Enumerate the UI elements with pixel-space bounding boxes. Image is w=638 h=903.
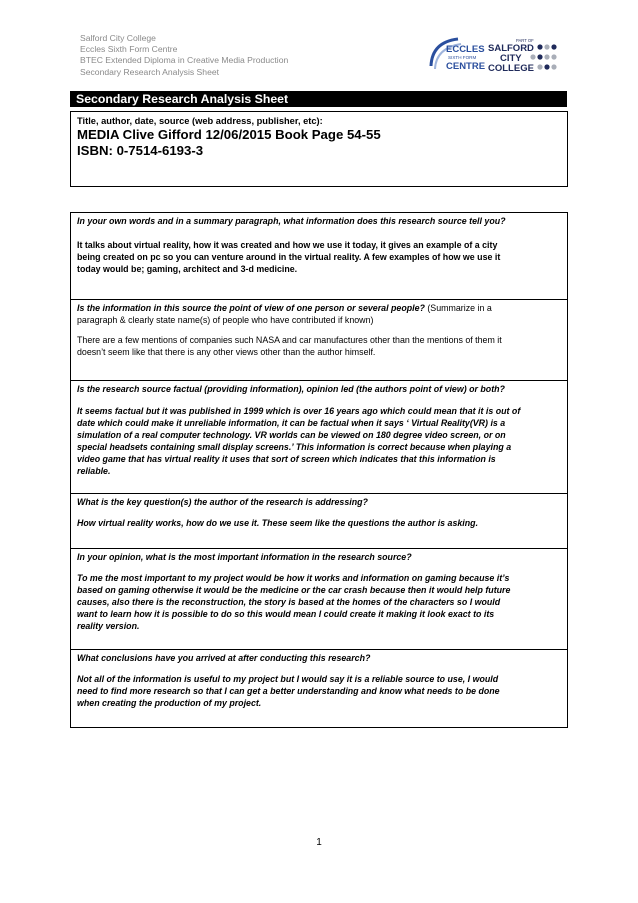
source-details-box: [70, 111, 568, 187]
salford-logo-college: COLLEGE: [488, 63, 534, 74]
section-question: Is the information in this source the point of view of one person or several people?: [77, 303, 425, 313]
salford-part-of: PART OF: [516, 38, 534, 43]
document-header: [80, 33, 340, 78]
source-isbn-line: ISBN: 0-7514-6193-3: [77, 143, 204, 159]
salford-logo-city: CITY: [500, 53, 522, 64]
page-number: 1: [316, 837, 322, 848]
answer-line: doesn’t seem like that there is any other views other than the author himself.: [77, 347, 376, 357]
answer-line: reliable.: [77, 466, 111, 476]
answer-line: To me the most important to my project would be how it works and information on gaming because it’s: [77, 573, 510, 583]
sheet-title-bar: Secondary Research Analysis Sheet: [70, 91, 567, 107]
answer-line: There are a few mentions of companies such NASA and car manufactures other than the mentions of them it: [77, 335, 502, 345]
college-logos: [428, 36, 560, 74]
answer-line: causes, also there is the reconstruction, the story is based at the homes of the characters so I would: [77, 597, 501, 607]
section-important-info: [71, 548, 567, 632]
analysis-sections: [70, 212, 568, 728]
section-summary: [71, 213, 567, 275]
answer-line: special headsets containing small display screens.’ This information is correct because when playing a: [77, 442, 512, 452]
eccles-logo: [428, 36, 486, 72]
header-line-sheet: Secondary Research Analysis Sheet: [80, 66, 220, 77]
eccles-logo-sub: SIXTH FORM: [448, 55, 477, 60]
answer-line: when creating the production of my project.: [77, 698, 262, 708]
section-conclusions: [71, 649, 567, 709]
eccles-logo-word: ECCLES: [446, 44, 485, 55]
section-key-question: [71, 493, 567, 529]
answer-line: It seems factual but it was published in 1999 which is over 16 years ago which could mean that it is out of: [77, 406, 521, 416]
answer-line: simulation of a real computer technology. VR worlds can be viewed on 180 degree video screen, or on: [77, 430, 506, 440]
section-question: What is the key question(s) the author of the research is addressing?: [77, 497, 368, 507]
section-question-wrap: [77, 302, 561, 314]
answer-line: being created on pc so you can venture around in the virtual reality. A few examples of how we use it: [77, 252, 501, 262]
header-line-college: Salford City College: [80, 33, 156, 43]
source-title-line: MEDIA Clive Gifford 12/06/2015 Book Page 54-55: [77, 127, 381, 142]
eccles-logo-centre: CENTRE: [446, 61, 486, 72]
answer-line: video game that has virtual reality it uses that sort of screen which indicates that this information is: [77, 454, 496, 464]
salford-dots-icon: [530, 44, 556, 69]
source-question: Title, author, date, source (web address, publisher, etc):: [77, 116, 323, 126]
answer-line: Not all of the information is useful to my project but I would say it is a reliable source to use, I would: [77, 674, 499, 684]
section-question-note: (Summarize in a: [424, 303, 492, 313]
answer-line: reality version.: [77, 621, 140, 631]
answer-line: need to find more research so that I can get a better understanding and know what needs to be done: [77, 686, 500, 696]
answer-line: today would be; gaming, architect and 3-d medicine.: [77, 264, 298, 274]
section-question-note: paragraph & clearly state name(s) of people who have contributed if known): [77, 315, 374, 325]
answer-line: It talks about virtual reality, how it was created and how we use it today, it gives an example of a city: [77, 240, 498, 250]
section-point-of-view: [71, 299, 567, 358]
answer-line: date which could make it unreliable information, it can be factual when it says ‘ Virtual Reality(VR) is a: [77, 418, 506, 428]
salford-logo: [486, 36, 566, 74]
header-line-course: BTEC Extended Diploma in Creative Media Production: [80, 55, 289, 66]
section-question: In your own words and in a summary paragraph, what information does this research source tell you?: [77, 216, 506, 226]
header-line-centre: Eccles Sixth Form Centre: [80, 44, 178, 55]
section-factual: [71, 380, 567, 477]
answer-line: based on gaming otherwise it would be the medicine or the car crash because then it would help future: [77, 585, 511, 595]
answer-line: want to learn how it is possible to do so this would mean I could create it making it look exact to its: [77, 609, 495, 619]
section-question: What conclusions have you arrived at after conducting this research?: [77, 653, 371, 663]
section-question: In your opinion, what is the most important information in the research source?: [77, 552, 412, 562]
answer-line: How virtual reality works, how do we use it. These seem like the questions the author is asking.: [77, 518, 479, 528]
salford-logo-word: SALFORD: [488, 43, 534, 54]
section-question: Is the research source factual (providing information), opinion led (the authors point of view) or both?: [77, 384, 505, 394]
